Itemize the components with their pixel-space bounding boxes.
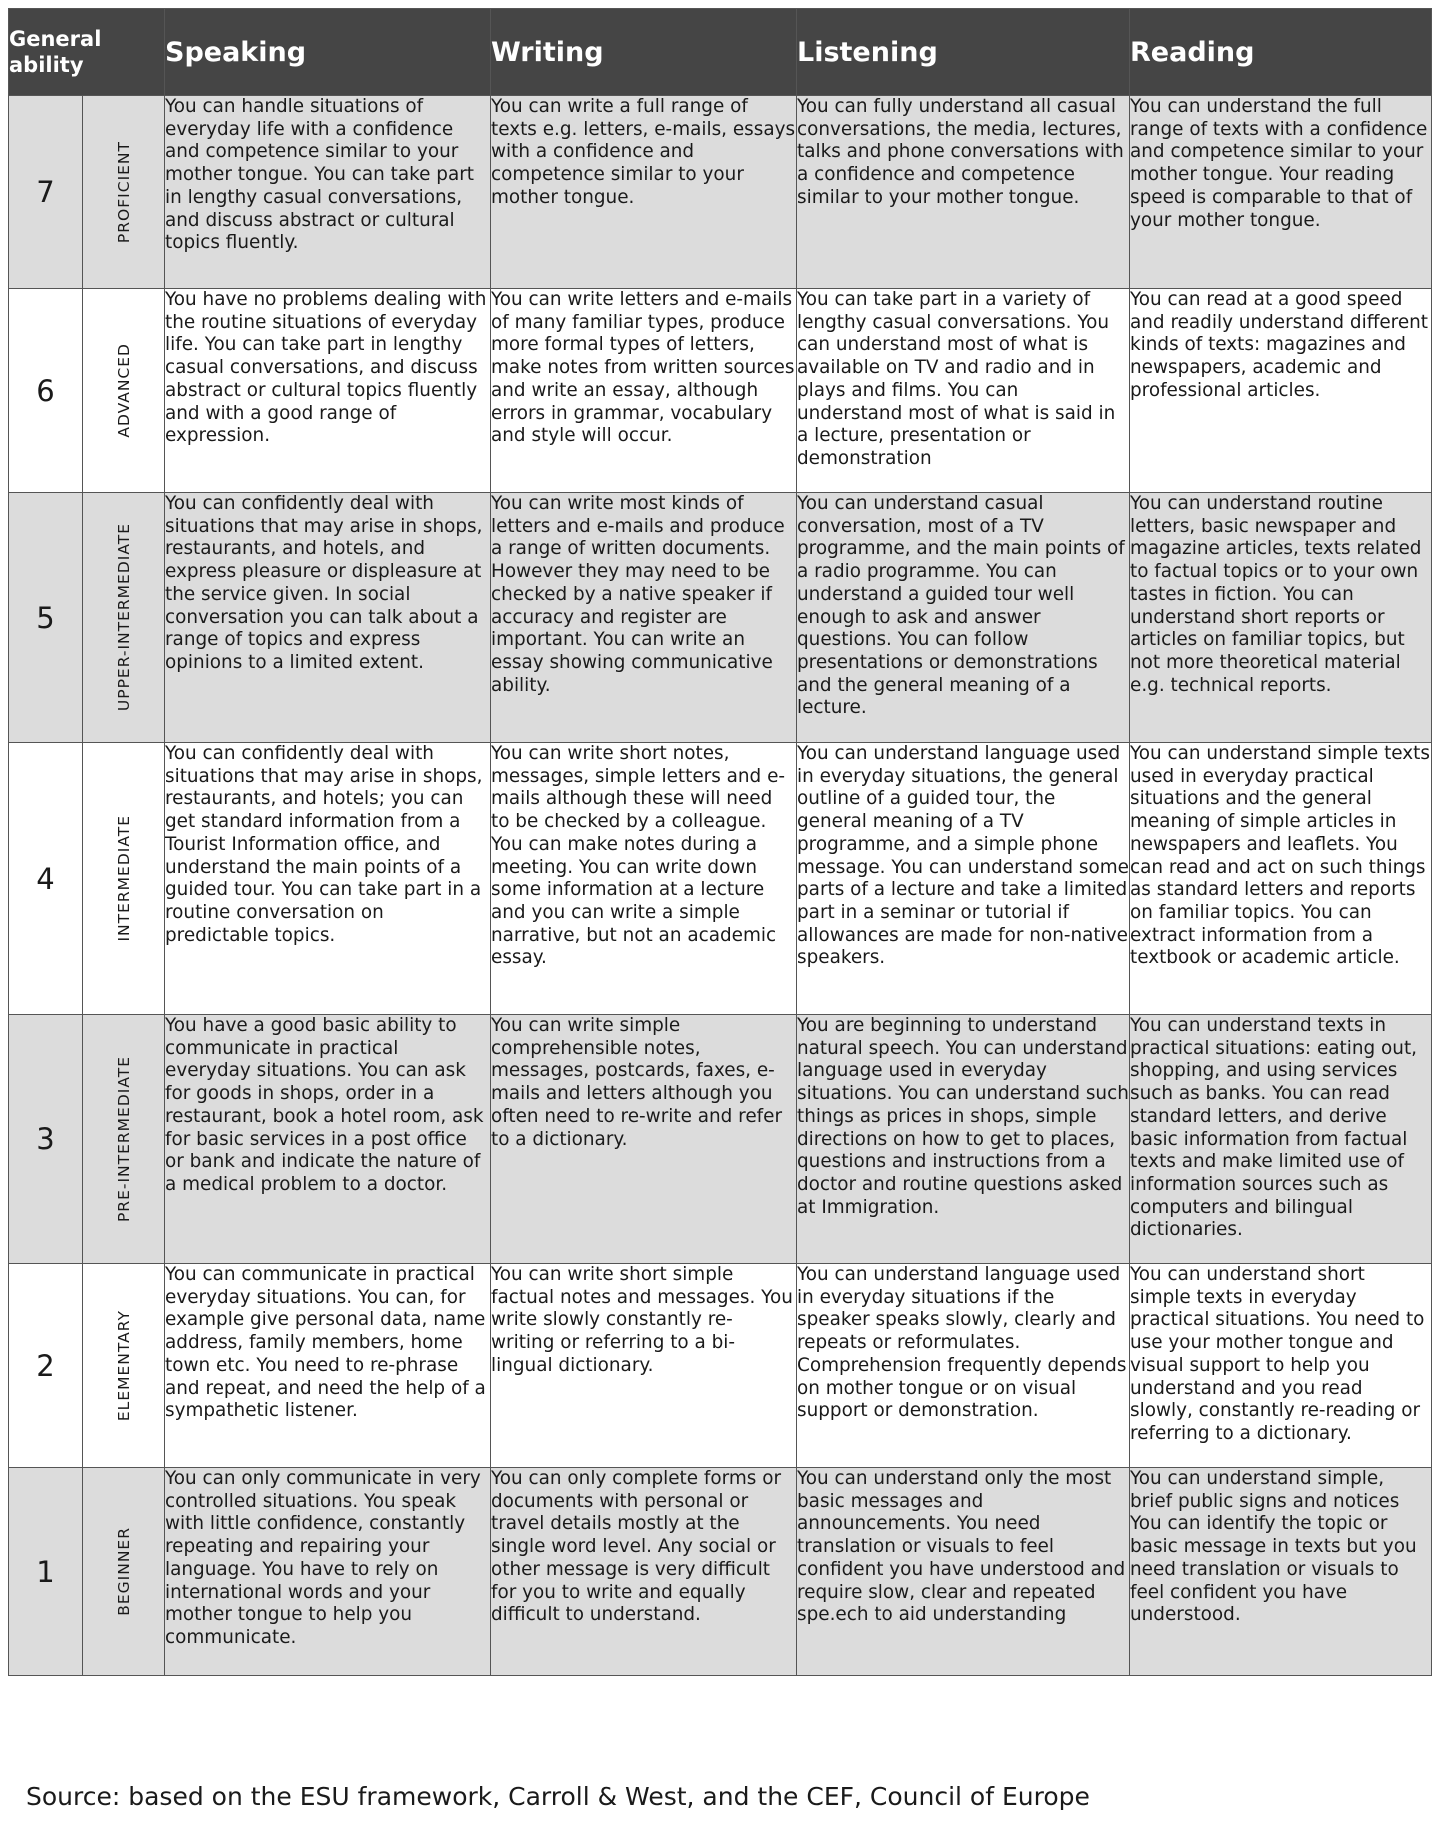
level-number: 1: [9, 1468, 83, 1676]
level-number: 7: [9, 96, 83, 289]
listening-cell: You are beginning to understand natural speech. You can understand language used in everyday situations. You can understand such things as prices in shops, simple directions on how to get to places, questions and instructions from a doctor and routine questions asked at Immigration.: [797, 1015, 1130, 1264]
speaking-header: Speaking: [165, 9, 491, 96]
level-label: INTERMEDIATE: [114, 815, 133, 942]
writing-header: Writing: [491, 9, 797, 96]
level-label-cell: [83, 289, 165, 493]
header-line-1: General: [9, 27, 102, 51]
level-label: PROFICIENT: [114, 140, 133, 244]
level-row: [9, 1468, 1432, 1676]
writing-cell: You can write a full range of texts e.g. letters, e-mails, essays with a confidence and competence similar to your mother tongue.: [491, 96, 797, 289]
level-label-cell: [83, 1468, 165, 1676]
reading-cell: You can read at a good speed and readily understand different kinds of texts: magazines and newspapers, academic and professional articles.: [1130, 289, 1432, 493]
reading-cell: You can understand short simple texts in everyday practical situations. You need to use your mother tongue and visual support to help you understand and you read slowly, constantly re-reading or referring to a dictionary.: [1130, 1264, 1432, 1468]
level-label-cell: [83, 96, 165, 289]
writing-cell: You can only complete forms or documents with personal or travel details mostly at the single word level. Any social or other message is very difficult for you to write and equally difficult to understand.: [491, 1468, 797, 1676]
level-label-cell: [83, 1015, 165, 1264]
level-label: ADVANCED: [114, 343, 133, 438]
level-label: PRE-INTERMEDIATE: [114, 1055, 133, 1223]
general-ability-header: [9, 9, 165, 96]
speaking-cell: You have a good basic ability to communicate in practical everyday situations. You can ask for goods in shops, order in a restaurant, book a hotel room, ask for basic services in a post office or bank and indicate the nature of a medical problem to a doctor.: [165, 1015, 491, 1264]
level-label: BEGINNER: [114, 1527, 133, 1616]
source-note: Source: based on the ESU framework, Carroll & West, and the CEF, Council of Europe: [26, 1782, 1090, 1811]
ability-levels-table: [8, 8, 1432, 1676]
level-number: 3: [9, 1015, 83, 1264]
level-number: 5: [9, 493, 83, 743]
reading-cell: You can understand the full range of texts with a confidence and competence similar to your mother tongue. Your reading speed is comparable to that of your mother tongue.: [1130, 96, 1432, 289]
reading-cell: You can understand texts in practical situations: eating out, shopping, and using services such as banks. You can read standard letters, and derive basic information from factual texts and make limited use of information sources such as computers and bilingual dictionaries.: [1130, 1015, 1432, 1264]
header-line-2: ability: [9, 53, 84, 77]
listening-cell: You can understand only the most basic messages and announcements. You need translation or visuals to feel confident you have understood and require slow, clear and repeated spe.ech to aid understanding: [797, 1468, 1130, 1676]
listening-cell: You can understand language used in everyday situations if the speaker speaks slowly, clearly and repeats or reformulates. Comprehension frequently depends on mother tongue or on visual support or demonstration.: [797, 1264, 1130, 1468]
listening-cell: You can understand language used in everyday situations, the general outline of a guided tour, the general meaning of a TV programme, and a simple phone message. You can understand some parts of a lecture and take a limited part in a seminar or tutorial if allowances are made for non-native speakers.: [797, 743, 1130, 1015]
speaking-cell: You can communicate in practical everyday situations. You can, for example give personal data, name address, family members, home town etc. You need to re-phrase and repeat, and need the help of a sympathetic listener.: [165, 1264, 491, 1468]
level-label-cell: [83, 493, 165, 743]
speaking-cell: You can handle situations of everyday life with a confidence and competence similar to your mother tongue. You can take part in lengthy casual conversations, and discuss abstract or cultural topics fluently.: [165, 96, 491, 289]
level-label: ELEMENTARY: [114, 1309, 133, 1422]
writing-cell: You can write short simple factual notes and messages. You write slowly constantly re-writing or referring to a bi-lingual dictionary.: [491, 1264, 797, 1468]
level-number: 6: [9, 289, 83, 493]
writing-cell: You can write simple comprehensible notes, messages, postcards, faxes, e-mails and letters although you often need to re-write and refer to a dictionary.: [491, 1015, 797, 1264]
reading-header: Reading: [1130, 9, 1432, 96]
speaking-cell: You can confidently deal with situations that may arise in shops, restaurants, and hotels, and express pleasure or displeasure at the service given. In social conversation you can talk about a range of topics and express opinions to a limited extent.: [165, 493, 491, 743]
writing-cell: You can write letters and e-mails of many familiar types, produce more formal types of letters, make notes from written sources and write an essay, although errors in grammar, vocabulary and style will occur.: [491, 289, 797, 493]
listening-cell: You can fully understand all casual conversations, the media, lectures, talks and phone conversations with a confidence and competence similar to your mother tongue.: [797, 96, 1130, 289]
level-row: [9, 1015, 1432, 1264]
reading-cell: You can understand simple, brief public signs and notices You can identify the topic or basic message in texts but you need translation or visuals to feel confident you have understood.: [1130, 1468, 1432, 1676]
level-label: UPPER-INTERMEDIATE: [114, 523, 133, 712]
level-label-cell: [83, 1264, 165, 1468]
writing-cell: You can write short notes, messages, simple letters and e-mails although these will need to be checked by a colleague. You can make notes during a meeting. You can write down some information at a lecture and you can write a simple narrative, but not an academic essay.: [491, 743, 797, 1015]
header-row: [9, 9, 1432, 96]
level-row: [9, 493, 1432, 743]
reading-cell: You can understand simple texts used in everyday practical situations and the general meaning of simple articles in newspapers and leaflets. You can read and act on such things as standard letters and reports on familiar topics. You can extract information from a textbook or academic article.: [1130, 743, 1432, 1015]
level-number: 2: [9, 1264, 83, 1468]
level-row: [9, 743, 1432, 1015]
level-label-cell: [83, 743, 165, 1015]
listening-cell: You can take part in a variety of lengthy casual conversations. You can understand most of what is available on TV and radio and in plays and films. You can understand most of what is said in a lecture, presentation or demonstration: [797, 289, 1130, 493]
level-number: 4: [9, 743, 83, 1015]
reading-cell: You can understand routine letters, basic newspaper and magazine articles, texts related to factual topics or to your own tastes in fiction. You can understand short reports or articles on familiar topics, but not more theoretical material e.g. technical reports.: [1130, 493, 1432, 743]
speaking-cell: You have no problems dealing with the routine situations of everyday life. You can take part in lengthy casual conversations, and discuss abstract or cultural topics fluently and with a good range of expression.: [165, 289, 491, 493]
writing-cell: You can write most kinds of letters and e-mails and produce a range of written documents. However they may need to be checked by a native speaker if accuracy and register are important. You can write an essay showing communicative ability.: [491, 493, 797, 743]
level-row: [9, 96, 1432, 289]
speaking-cell: You can confidently deal with situations that may arise in shops, restaurants, and hotels; you can get standard information from a Tourist Information office, and understand the main points of a guided tour. You can take part in a routine conversation on predictable topics.: [165, 743, 491, 1015]
listening-cell: You can understand casual conversation, most of a TV programme, and the main points of a radio programme. You can understand a guided tour well enough to ask and answer questions. You can follow presentations or demonstrations and the general meaning of a lecture.: [797, 493, 1130, 743]
level-row: [9, 289, 1432, 493]
speaking-cell: You can only communicate in very controlled situations. You speak with little confidence, constantly repeating and repairing your language. You have to rely on international words and your mother tongue to help you communicate.: [165, 1468, 491, 1676]
level-row: [9, 1264, 1432, 1468]
listening-header: Listening: [797, 9, 1130, 96]
